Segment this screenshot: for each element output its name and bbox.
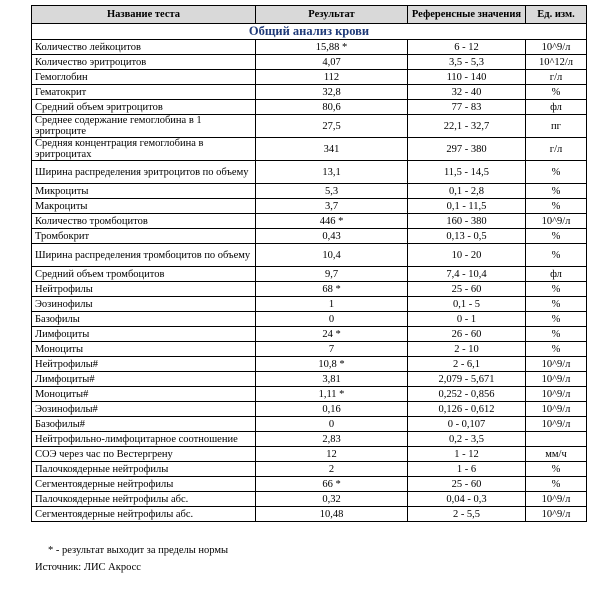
- cell-reference: 0,13 - 0,5: [408, 229, 526, 244]
- cell-reference: 11,5 - 14,5: [408, 161, 526, 184]
- cell-test-name: Палочкоядерные нейтрофилы абс.: [32, 492, 256, 507]
- cell-result: 66 *: [256, 477, 408, 492]
- table-row: [32, 55, 587, 70]
- cell-test-name: Гемоглобин: [32, 70, 256, 85]
- table-row: [32, 40, 587, 55]
- cell-result: 10,8 *: [256, 357, 408, 372]
- cell-reference: 0,04 - 0,3: [408, 492, 526, 507]
- cell-unit: %: [526, 312, 587, 327]
- header-reference: Референсные значения: [408, 6, 526, 24]
- cell-unit: фл: [526, 267, 587, 282]
- cell-test-name: Ширина распределения тромбоцитов по объему: [32, 244, 256, 267]
- table-row: [32, 214, 587, 229]
- table-row: [32, 85, 587, 100]
- cell-reference: 0,1 - 11,5: [408, 199, 526, 214]
- cell-test-name: Базофилы#: [32, 417, 256, 432]
- cell-result: 4,07: [256, 55, 408, 70]
- cell-result: 13,1: [256, 161, 408, 184]
- cell-reference: 2 - 10: [408, 342, 526, 357]
- cell-unit: %: [526, 327, 587, 342]
- cell-result: 27,5: [256, 115, 408, 138]
- cell-test-name: Количество эритроцитов: [32, 55, 256, 70]
- cell-reference: 0 - 1: [408, 312, 526, 327]
- cell-result: 32,8: [256, 85, 408, 100]
- cell-unit: %: [526, 477, 587, 492]
- header-unit: Ед. изм.: [526, 6, 587, 24]
- cell-reference: 32 - 40: [408, 85, 526, 100]
- cell-reference: 7,4 - 10,4: [408, 267, 526, 282]
- cell-test-name: Палочкоядерные нейтрофилы: [32, 462, 256, 477]
- cell-unit: фл: [526, 100, 587, 115]
- cell-test-name: Средний объем эритроцитов: [32, 100, 256, 115]
- cell-reference: 2 - 6,1: [408, 357, 526, 372]
- cell-test-name: Лимфоциты#: [32, 372, 256, 387]
- table-row: [32, 477, 587, 492]
- header-result: Результат: [256, 6, 408, 24]
- footnote: * - результат выходит за пределы нормы: [48, 545, 229, 556]
- cell-unit: %: [526, 244, 587, 267]
- cell-result: 0: [256, 312, 408, 327]
- table-row: [32, 100, 587, 115]
- cell-unit: 10^9/л: [526, 507, 587, 522]
- cell-test-name: Микроциты: [32, 184, 256, 199]
- cell-result: 12: [256, 447, 408, 462]
- cell-test-name: Ширина распределения эритроцитов по объему: [32, 161, 256, 184]
- cell-result: 10,4: [256, 244, 408, 267]
- table-row: [32, 297, 587, 312]
- cell-unit: [526, 432, 587, 447]
- cell-test-name: Количество лейкоцитов: [32, 40, 256, 55]
- table-row: [32, 462, 587, 477]
- cell-test-name: Тромбокрит: [32, 229, 256, 244]
- table-row: [32, 267, 587, 282]
- cell-result: 0,32: [256, 492, 408, 507]
- cell-reference: 0,2 - 3,5: [408, 432, 526, 447]
- cell-test-name: Лимфоциты: [32, 327, 256, 342]
- table-row: [32, 507, 587, 522]
- cell-test-name: Средняя концентрация гемоглобина в эритроцитах: [32, 138, 256, 161]
- table-body: [32, 24, 587, 522]
- cell-unit: %: [526, 229, 587, 244]
- cell-result: 2: [256, 462, 408, 477]
- cell-result: 15,88 *: [256, 40, 408, 55]
- header-test-name: Название теста: [32, 6, 256, 24]
- cell-reference: 25 - 60: [408, 282, 526, 297]
- cell-result: 0: [256, 417, 408, 432]
- table-row: [32, 432, 587, 447]
- section-row: [32, 24, 587, 40]
- cell-test-name: Нейтрофильно-лимфоцитарное соотношение: [32, 432, 256, 447]
- cell-unit: 10^9/л: [526, 40, 587, 55]
- cell-unit: %: [526, 297, 587, 312]
- cell-unit: 10^9/л: [526, 492, 587, 507]
- cell-result: 0,43: [256, 229, 408, 244]
- cell-unit: мм/ч: [526, 447, 587, 462]
- table-row: [32, 357, 587, 372]
- cell-unit: %: [526, 462, 587, 477]
- cell-result: 24 *: [256, 327, 408, 342]
- source-note: Источник: ЛИС Акросс: [35, 562, 141, 573]
- cell-reference: 110 - 140: [408, 70, 526, 85]
- cell-test-name: Моноциты#: [32, 387, 256, 402]
- table-row: [32, 138, 587, 161]
- table-row: [32, 342, 587, 357]
- cell-reference: 77 - 83: [408, 100, 526, 115]
- cell-test-name: Эозинофилы: [32, 297, 256, 312]
- table-row: [32, 161, 587, 184]
- cell-test-name: Нейтрофилы#: [32, 357, 256, 372]
- cell-reference: 0,252 - 0,856: [408, 387, 526, 402]
- table-row: [32, 387, 587, 402]
- cell-reference: 6 - 12: [408, 40, 526, 55]
- cell-result: 1,11 *: [256, 387, 408, 402]
- cell-result: 446 *: [256, 214, 408, 229]
- cell-test-name: Эозинофилы#: [32, 402, 256, 417]
- cell-result: 2,83: [256, 432, 408, 447]
- cell-test-name: Количество тромбоцитов: [32, 214, 256, 229]
- cell-reference: 1 - 6: [408, 462, 526, 477]
- table-row: [32, 417, 587, 432]
- cell-reference: 1 - 12: [408, 447, 526, 462]
- table-header: [32, 6, 587, 24]
- table-row: [32, 229, 587, 244]
- cell-unit: %: [526, 342, 587, 357]
- cell-test-name: Сегментоядерные нейтрофилы абс.: [32, 507, 256, 522]
- cell-unit: %: [526, 199, 587, 214]
- table-row: [32, 199, 587, 214]
- cell-reference: 0,1 - 5: [408, 297, 526, 312]
- cell-reference: 0,1 - 2,8: [408, 184, 526, 199]
- header-row: [32, 6, 587, 24]
- table-row: [32, 70, 587, 85]
- cell-reference: 160 - 380: [408, 214, 526, 229]
- table-row: [32, 312, 587, 327]
- table-row: [32, 244, 587, 267]
- cell-reference: 26 - 60: [408, 327, 526, 342]
- table-row: [32, 282, 587, 297]
- cell-unit: г/л: [526, 70, 587, 85]
- cell-unit: %: [526, 282, 587, 297]
- cell-test-name: Среднее содержание гемоглобина в 1 эритроците: [32, 115, 256, 138]
- table-row: [32, 447, 587, 462]
- cell-result: 112: [256, 70, 408, 85]
- cell-result: 10,48: [256, 507, 408, 522]
- cell-reference: 0,126 - 0,612: [408, 402, 526, 417]
- table-row: [32, 327, 587, 342]
- blood-test-table: [31, 5, 587, 522]
- cell-reference: 3,5 - 5,3: [408, 55, 526, 70]
- table-row: [32, 492, 587, 507]
- cell-test-name: Моноциты: [32, 342, 256, 357]
- section-title: Общий анализ крови: [32, 24, 587, 40]
- cell-unit: %: [526, 184, 587, 199]
- cell-test-name: Гематокрит: [32, 85, 256, 100]
- cell-unit: 10^9/л: [526, 357, 587, 372]
- cell-unit: пг: [526, 115, 587, 138]
- table-row: [32, 184, 587, 199]
- table-row: [32, 372, 587, 387]
- cell-test-name: Макроциты: [32, 199, 256, 214]
- cell-result: 5,3: [256, 184, 408, 199]
- cell-unit: г/л: [526, 138, 587, 161]
- table-row: [32, 402, 587, 417]
- cell-result: 68 *: [256, 282, 408, 297]
- cell-test-name: Средний объем тромбоцитов: [32, 267, 256, 282]
- cell-reference: 2,079 - 5,671: [408, 372, 526, 387]
- cell-result: 341: [256, 138, 408, 161]
- cell-result: 9,7: [256, 267, 408, 282]
- cell-result: 80,6: [256, 100, 408, 115]
- cell-reference: 297 - 380: [408, 138, 526, 161]
- cell-reference: 10 - 20: [408, 244, 526, 267]
- cell-reference: 22,1 - 32,7: [408, 115, 526, 138]
- cell-test-name: СОЭ через час по Вестергрену: [32, 447, 256, 462]
- cell-unit: 10^9/л: [526, 402, 587, 417]
- cell-unit: %: [526, 85, 587, 100]
- cell-reference: 25 - 60: [408, 477, 526, 492]
- table-row: [32, 115, 587, 138]
- cell-test-name: Сегментоядерные нейтрофилы: [32, 477, 256, 492]
- cell-test-name: Базофилы: [32, 312, 256, 327]
- cell-unit: 10^9/л: [526, 417, 587, 432]
- cell-unit: 10^9/л: [526, 387, 587, 402]
- cell-result: 3,81: [256, 372, 408, 387]
- cell-unit: %: [526, 161, 587, 184]
- cell-unit: 10^9/л: [526, 372, 587, 387]
- cell-unit: 10^9/л: [526, 214, 587, 229]
- cell-reference: 2 - 5,5: [408, 507, 526, 522]
- cell-result: 3,7: [256, 199, 408, 214]
- cell-reference: 0 - 0,107: [408, 417, 526, 432]
- cell-unit: 10^12/л: [526, 55, 587, 70]
- cell-result: 0,16: [256, 402, 408, 417]
- cell-test-name: Нейтрофилы: [32, 282, 256, 297]
- cell-result: 7: [256, 342, 408, 357]
- cell-result: 1: [256, 297, 408, 312]
